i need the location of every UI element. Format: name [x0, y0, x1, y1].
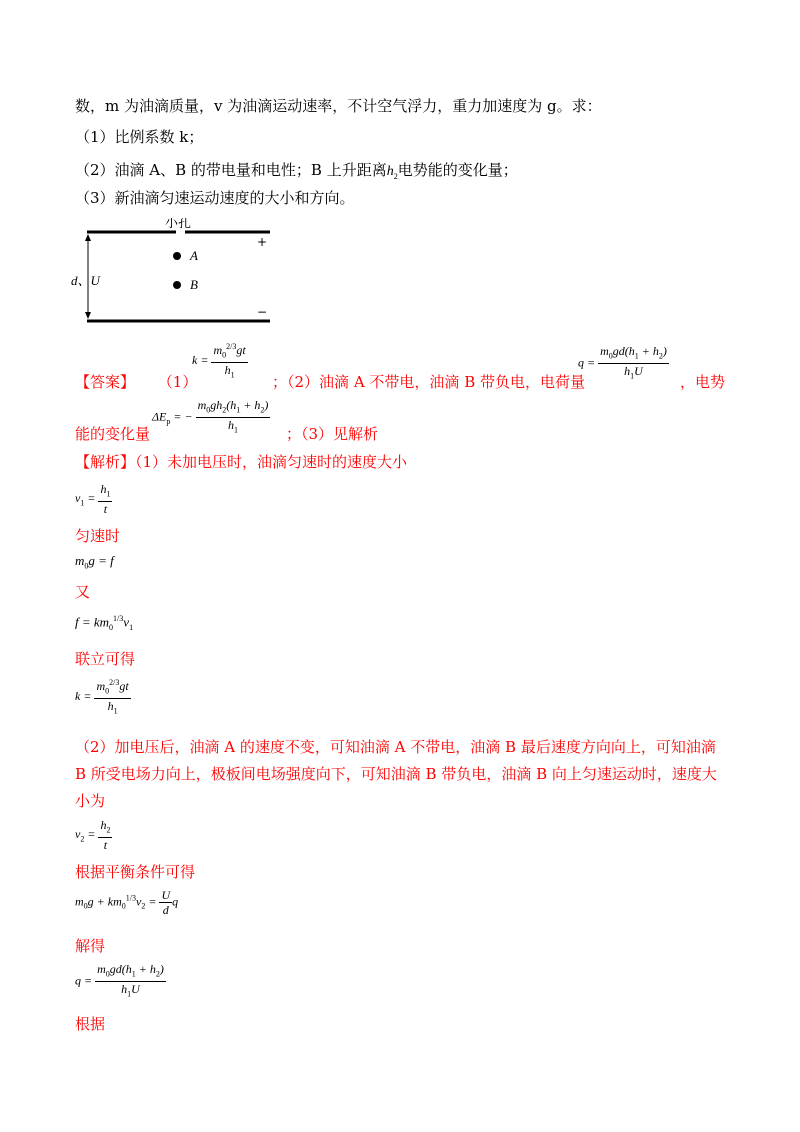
question-2: [75, 160, 518, 187]
formula-v1: $v_1$ = $\frac{h_1}{t}$: [75, 482, 111, 517]
analysis-step-2-line-2: B 所受电场力向上，极板间电场强度向下，可知油滴 B 带负电，油滴 B 向上匀速运动时，速度大: [75, 765, 717, 783]
plus-sign: +: [257, 235, 268, 249]
analysis-step-2-line-3: 小为: [75, 792, 106, 810]
analysis-step-1: （1）未加电压时，油滴匀速时的速度大小: [135, 453, 408, 471]
question-3: （3）新油滴匀速运动速度的大小和方向。: [75, 189, 355, 207]
text-uniform: 匀速时: [75, 527, 121, 545]
question-1: （1）比例系数 k；: [75, 128, 204, 146]
label-B: B: [190, 277, 198, 292]
answer-part-2: （2）油滴 A 不带电，油滴 B 带负电，电荷量: [287, 373, 585, 391]
problem-line-1: 数，m 为油滴质量，v 为油滴运动速率，不计空气浮力，重力加速度为 g。求：: [75, 97, 602, 115]
oil-drop-A: [173, 252, 181, 260]
formula-m0g-f: $m_0g = f$: [75, 553, 114, 571]
question-2-text-a: （2）油滴 A、B 的带电量和电性；B 上升距离: [75, 161, 387, 179]
text-also: 又: [75, 583, 91, 601]
analysis-line-1: [75, 452, 407, 472]
answer-part-3: ；（3）见解析: [286, 425, 379, 443]
answer-line-1: [75, 372, 197, 392]
answer-part-1: （1）: [157, 373, 198, 391]
label-d-U: d、U: [71, 273, 100, 288]
formula-f: $f = km_0^{1/3}v_1$: [75, 614, 134, 632]
label-A: A: [190, 248, 198, 263]
answer-semicolon-1: ；: [272, 373, 288, 391]
oil-drop-B: [173, 281, 181, 289]
answer-comma: ，电势: [680, 373, 726, 391]
text-according: 根据: [75, 1015, 106, 1033]
analysis-bracket: 【解析】: [75, 453, 136, 471]
arrow-head-bottom: [85, 312, 91, 319]
question-2-text-b: 电势能的变化量；: [397, 161, 518, 179]
text-balance: 根据平衡条件可得: [75, 863, 196, 881]
text-solve: 解得: [75, 937, 106, 955]
formula-q-answer: q = $\frac{m_0gd(h_1 + h_2)}{h_1U}$: [578, 344, 667, 381]
minus-sign: −: [257, 305, 268, 319]
formula-balance: $m_0g + km_0^{1/3}v_2$ = $\frac{U}{d}$ q: [75, 888, 179, 917]
answer-line-2: 能的变化量: [75, 425, 151, 443]
analysis-step-2-line-1: （2）加电压后，油滴 A 的速度不变，可知油滴 A 不带电，油滴 B 最后速度方向向上，可知油滴: [75, 738, 716, 756]
text-combine: 联立可得: [75, 650, 136, 668]
arrow-head-top: [85, 234, 91, 241]
formula-delta-ep: $\Delta E_p$ = − $\frac{m_0gh_2(h_1 + h_2)}{h_1}$: [152, 398, 269, 435]
formula-k-answer: k = $\frac{m_0^{2/3}gt}{h_1}$: [192, 342, 246, 380]
h2-symbol: $h_2$: [386, 164, 398, 181]
formula-v2: $v_2$ = $\frac{h_2}{t}$: [75, 818, 111, 853]
answer-bracket: 【答案】: [75, 373, 136, 391]
formula-q: q = $\frac{m_0gd(h_1 + h_2)}{h_1U}$: [75, 962, 164, 999]
formula-k: k = $\frac{m_0^{2/3}gt}{h_1}$: [75, 678, 129, 716]
capacitor-svg: [70, 218, 290, 330]
hole-label: 小孔: [165, 218, 192, 231]
answer-part-2-wrap: [272, 372, 585, 392]
capacitor-diagram: [70, 218, 290, 334]
